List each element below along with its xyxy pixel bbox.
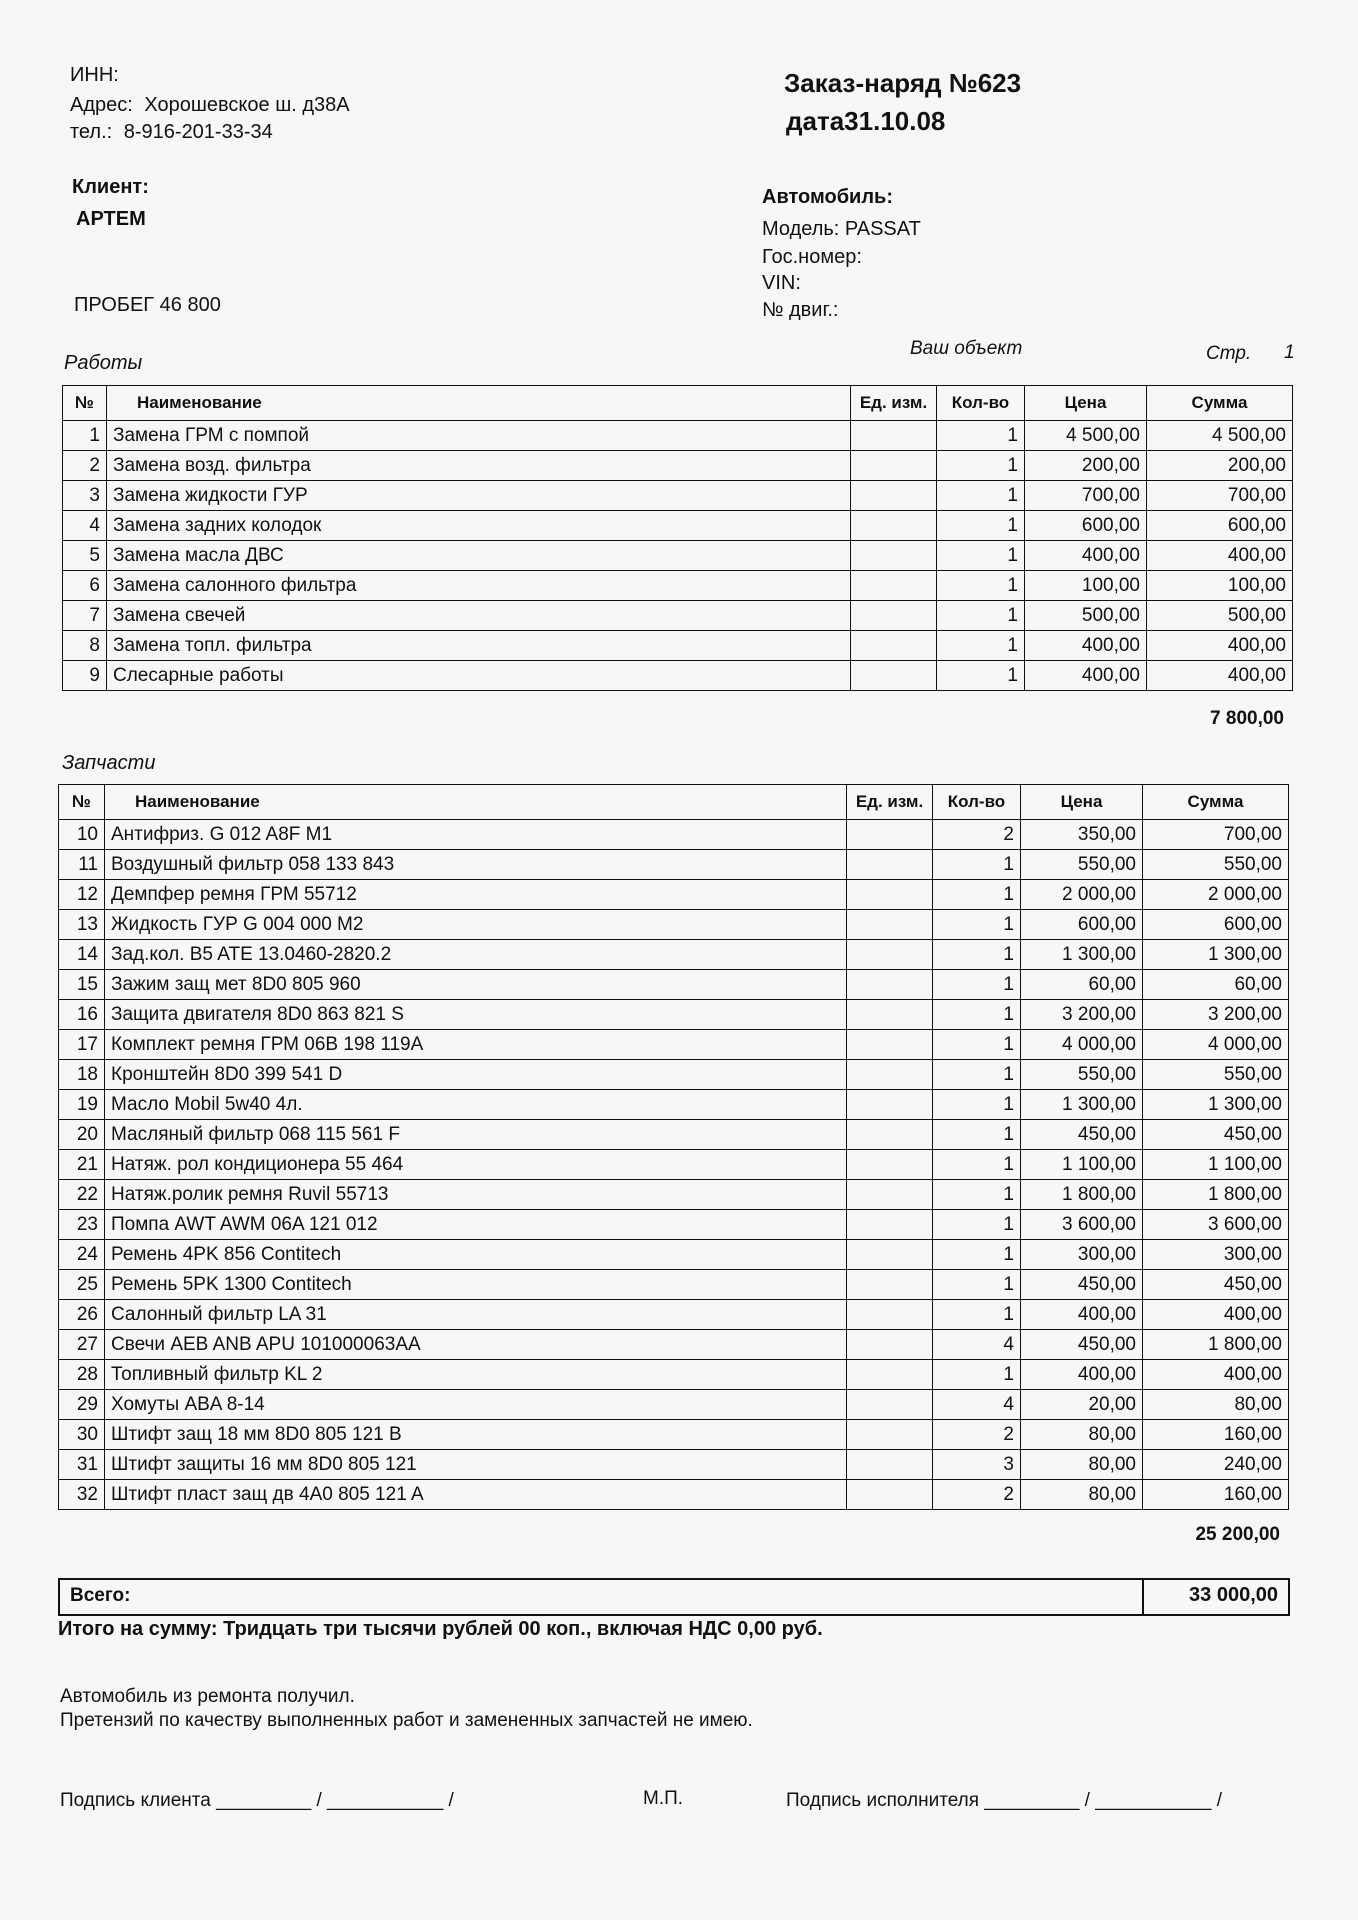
- row-name: Зажим защ мет 8D0 805 960: [105, 970, 847, 1000]
- row-sum: 4 000,00: [1143, 1030, 1289, 1060]
- row-sum: 450,00: [1143, 1120, 1289, 1150]
- row-qty: 1: [937, 631, 1025, 661]
- row-price: 80,00: [1021, 1450, 1143, 1480]
- row-number: 1: [63, 421, 107, 451]
- row-unit: [851, 631, 937, 661]
- row-sum: 700,00: [1143, 820, 1289, 850]
- row-sum: 450,00: [1143, 1270, 1289, 1300]
- row-sum: 400,00: [1147, 661, 1293, 691]
- row-qty: 1: [933, 940, 1021, 970]
- row-price: 450,00: [1021, 1270, 1143, 1300]
- row-unit: [847, 1150, 933, 1180]
- row-number: 15: [59, 970, 105, 1000]
- row-unit: [847, 850, 933, 880]
- row-name: Масло Mobil 5w40 4л.: [105, 1090, 847, 1120]
- table-row: [59, 1420, 1289, 1450]
- row-name: Штифт защиты 16 мм 8D0 805 121: [105, 1450, 847, 1480]
- row-qty: 1: [933, 1060, 1021, 1090]
- row-number: 8: [63, 631, 107, 661]
- row-qty: 1: [937, 481, 1025, 511]
- table-row: [59, 1330, 1289, 1360]
- row-unit: [851, 451, 937, 481]
- works-header-row: [63, 386, 1293, 421]
- row-unit: [851, 661, 937, 691]
- row-price: 700,00: [1025, 481, 1147, 511]
- grand-total-box: [58, 1578, 1290, 1616]
- table-row: [59, 940, 1289, 970]
- row-qty: 1: [937, 451, 1025, 481]
- row-name: Натяж.ролик ремня Ruvil 55713: [105, 1180, 847, 1210]
- row-sum: 160,00: [1143, 1420, 1289, 1450]
- row-unit: [847, 1420, 933, 1450]
- col-name: Наименование: [107, 386, 851, 421]
- row-qty: 3: [933, 1450, 1021, 1480]
- row-number: 25: [59, 1270, 105, 1300]
- row-unit: [847, 970, 933, 1000]
- row-price: 80,00: [1021, 1480, 1143, 1510]
- row-number: 22: [59, 1180, 105, 1210]
- row-number: 16: [59, 1000, 105, 1030]
- row-number: 13: [59, 910, 105, 940]
- row-qty: 1: [937, 601, 1025, 631]
- row-number: 28: [59, 1360, 105, 1390]
- row-price: 1 800,00: [1021, 1180, 1143, 1210]
- table-row: [59, 1360, 1289, 1390]
- row-unit: [847, 1240, 933, 1270]
- grand-total-label: Всего:: [70, 1585, 131, 1606]
- row-unit: [847, 1480, 933, 1510]
- row-sum: 400,00: [1143, 1300, 1289, 1330]
- row-qty: 1: [933, 1210, 1021, 1240]
- grand-total-value: 33 000,00: [1189, 1584, 1278, 1606]
- row-qty: 1: [933, 1240, 1021, 1270]
- row-sum: 550,00: [1143, 1060, 1289, 1090]
- order-title: Заказ-наряд №623: [784, 68, 1022, 98]
- row-sum: 1 800,00: [1143, 1180, 1289, 1210]
- row-name: Ремень 5PK 1300 Contitech: [105, 1270, 847, 1300]
- table-row: [63, 661, 1293, 691]
- row-number: 6: [63, 571, 107, 601]
- row-unit: [847, 820, 933, 850]
- row-unit: [847, 940, 933, 970]
- car-model: Модель: PASSAT: [762, 218, 921, 240]
- table-row: [59, 1000, 1289, 1030]
- page-number: 1: [1284, 342, 1295, 363]
- row-price: 400,00: [1025, 661, 1147, 691]
- row-number: 2: [63, 451, 107, 481]
- row-price: 400,00: [1021, 1360, 1143, 1390]
- row-number: 23: [59, 1210, 105, 1240]
- row-name: Демпфер ремня ГРМ 55712: [105, 880, 847, 910]
- row-name: Замена возд. фильтра: [107, 451, 851, 481]
- row-unit: [847, 1450, 933, 1480]
- row-unit: [851, 601, 937, 631]
- row-name: Штифт пласт защ дв 4A0 805 121 A: [105, 1480, 847, 1510]
- row-qty: 4: [933, 1330, 1021, 1360]
- row-qty: 1: [933, 1300, 1021, 1330]
- row-price: 400,00: [1025, 541, 1147, 571]
- date-label: дата: [786, 106, 845, 136]
- row-number: 5: [63, 541, 107, 571]
- row-price: 450,00: [1021, 1120, 1143, 1150]
- row-sum: 3 600,00: [1143, 1210, 1289, 1240]
- row-number: 20: [59, 1120, 105, 1150]
- table-row: [59, 820, 1289, 850]
- row-qty: 1: [933, 1150, 1021, 1180]
- row-qty: 1: [933, 1030, 1021, 1060]
- row-number: 9: [63, 661, 107, 691]
- table-row: [59, 1390, 1289, 1420]
- row-number: 7: [63, 601, 107, 631]
- row-qty: 1: [937, 421, 1025, 451]
- row-sum: 1 800,00: [1143, 1330, 1289, 1360]
- row-qty: 1: [937, 541, 1025, 571]
- address-line: [70, 94, 350, 117]
- row-sum: 600,00: [1147, 511, 1293, 541]
- row-price: 200,00: [1025, 451, 1147, 481]
- row-price: 300,00: [1021, 1240, 1143, 1270]
- row-unit: [847, 1180, 933, 1210]
- car-received: Автомобиль из ремонта получил.: [60, 1686, 355, 1707]
- row-price: 60,00: [1021, 970, 1143, 1000]
- table-row: [63, 541, 1293, 571]
- row-qty: 2: [933, 820, 1021, 850]
- row-price: 400,00: [1025, 631, 1147, 661]
- table-row: [59, 1450, 1289, 1480]
- row-unit: [851, 511, 937, 541]
- table-row: [59, 1150, 1289, 1180]
- row-sum: 1 300,00: [1143, 1090, 1289, 1120]
- row-unit: [847, 1300, 933, 1330]
- phone-value: 8-916-201-33-34: [123, 121, 273, 143]
- row-price: 450,00: [1021, 1330, 1143, 1360]
- table-row: [59, 1270, 1289, 1300]
- row-sum: 80,00: [1143, 1390, 1289, 1420]
- row-number: 30: [59, 1420, 105, 1450]
- row-qty: 1: [937, 571, 1025, 601]
- table-row: [63, 511, 1293, 541]
- row-number: 21: [59, 1150, 105, 1180]
- table-row: [59, 910, 1289, 940]
- row-name: Жидкость ГУР G 004 000 M2: [105, 910, 847, 940]
- row-name: Замена свечей: [107, 601, 851, 631]
- row-qty: 2: [933, 1480, 1021, 1510]
- row-number: 24: [59, 1240, 105, 1270]
- row-unit: [847, 910, 933, 940]
- inn-label: ИНН:: [70, 64, 119, 86]
- row-number: 12: [59, 880, 105, 910]
- row-name: Топливный фильтр KL 2: [105, 1360, 847, 1390]
- row-unit: [851, 571, 937, 601]
- table-row: [59, 1180, 1289, 1210]
- row-number: 32: [59, 1480, 105, 1510]
- table-row: [59, 1120, 1289, 1150]
- row-name: Штифт защ 18 мм 8D0 805 121 B: [105, 1420, 847, 1450]
- table-row: [63, 631, 1293, 661]
- row-qty: 1: [933, 1180, 1021, 1210]
- row-price: 4 500,00: [1025, 421, 1147, 451]
- table-row: [59, 850, 1289, 880]
- row-unit: [847, 1030, 933, 1060]
- row-name: Свечи AEB ANB APU 101000063AA: [105, 1330, 847, 1360]
- row-unit: [847, 1330, 933, 1360]
- table-row: [59, 1030, 1289, 1060]
- row-name: Комплект ремня ГРМ 06B 198 119A: [105, 1030, 847, 1060]
- row-sum: 550,00: [1143, 850, 1289, 880]
- car-plate: Гос.номер:: [762, 246, 862, 268]
- row-qty: 1: [933, 1360, 1021, 1390]
- row-sum: 400,00: [1143, 1360, 1289, 1390]
- total-in-words: Итого на сумму: Тридцать три тысячи рублей 00 коп., включая НДС 0,00 руб.: [58, 1618, 823, 1640]
- col-sum: Сумма: [1147, 386, 1293, 421]
- col-unit: Ед. изм.: [847, 785, 933, 820]
- row-price: 550,00: [1021, 850, 1143, 880]
- row-unit: [851, 421, 937, 451]
- row-unit: [847, 1210, 933, 1240]
- parts-table: [58, 784, 1289, 1510]
- row-number: 11: [59, 850, 105, 880]
- row-sum: 2 000,00: [1143, 880, 1289, 910]
- row-qty: 1: [933, 910, 1021, 940]
- table-row: [59, 1090, 1289, 1120]
- table-row: [59, 970, 1289, 1000]
- row-number: 18: [59, 1060, 105, 1090]
- client-name: АРТЕМ: [76, 208, 146, 230]
- row-name: Салонный фильтр LA 31: [105, 1300, 847, 1330]
- no-claims: Претензий по качеству выполненных работ и замененных запчастей не имею.: [60, 1710, 753, 1731]
- row-qty: 1: [933, 1000, 1021, 1030]
- order-date: [786, 106, 945, 137]
- row-name: Натяж. рол кондиционера 55 464: [105, 1150, 847, 1180]
- row-sum: 500,00: [1147, 601, 1293, 631]
- row-qty: 1: [933, 850, 1021, 880]
- table-row: [59, 1240, 1289, 1270]
- phone-line: [70, 121, 273, 144]
- table-row: [63, 451, 1293, 481]
- table-row: [63, 571, 1293, 601]
- row-qty: 1: [937, 661, 1025, 691]
- row-sum: 400,00: [1147, 541, 1293, 571]
- date-value: 31.10.08: [844, 106, 946, 136]
- table-row: [59, 1060, 1289, 1090]
- works-table: [62, 385, 1293, 691]
- your-object: Ваш объект: [910, 338, 1023, 359]
- works-rows: [63, 421, 1293, 691]
- executor-signature: Подпись исполнителя _________ / ___________ /: [786, 1790, 1223, 1811]
- table-row: [59, 1480, 1289, 1510]
- row-price: 350,00: [1021, 820, 1143, 850]
- row-unit: [847, 1090, 933, 1120]
- row-sum: 60,00: [1143, 970, 1289, 1000]
- row-price: 4 000,00: [1021, 1030, 1143, 1060]
- row-name: Воздушный фильтр 058 133 843: [105, 850, 847, 880]
- row-number: 26: [59, 1300, 105, 1330]
- row-name: Защита двигателя 8D0 863 821 S: [105, 1000, 847, 1030]
- row-sum: 700,00: [1147, 481, 1293, 511]
- parts-section-title: Запчасти: [62, 752, 156, 774]
- row-name: Антифриз. G 012 A8F M1: [105, 820, 847, 850]
- row-sum: 400,00: [1147, 631, 1293, 661]
- table-row: [59, 880, 1289, 910]
- row-name: Замена жидкости ГУР: [107, 481, 851, 511]
- row-number: 19: [59, 1090, 105, 1120]
- row-name: Замена салонного фильтра: [107, 571, 851, 601]
- row-name: Кронштейн 8D0 399 541 D: [105, 1060, 847, 1090]
- row-number: 14: [59, 940, 105, 970]
- row-sum: 200,00: [1147, 451, 1293, 481]
- col-qty: Кол-во: [937, 386, 1025, 421]
- row-unit: [851, 541, 937, 571]
- row-unit: [847, 1390, 933, 1420]
- row-price: 400,00: [1021, 1300, 1143, 1330]
- row-number: 3: [63, 481, 107, 511]
- row-name: Замена ГРМ с помпой: [107, 421, 851, 451]
- table-row: [63, 601, 1293, 631]
- row-price: 550,00: [1021, 1060, 1143, 1090]
- row-sum: 160,00: [1143, 1480, 1289, 1510]
- page-label: Стр.: [1206, 343, 1252, 364]
- works-section-title: Работы: [64, 352, 143, 374]
- row-sum: 1 300,00: [1143, 940, 1289, 970]
- row-number: 29: [59, 1390, 105, 1420]
- col-name: Наименование: [105, 785, 847, 820]
- parts-rows: [59, 820, 1289, 1510]
- row-unit: [847, 1000, 933, 1030]
- parts-header-row: [59, 785, 1289, 820]
- row-price: 100,00: [1025, 571, 1147, 601]
- row-name: Масляный фильтр 068 115 561 F: [105, 1120, 847, 1150]
- row-price: 80,00: [1021, 1420, 1143, 1450]
- row-name: Замена топл. фильтра: [107, 631, 851, 661]
- col-price: Цена: [1025, 386, 1147, 421]
- row-qty: 2: [933, 1420, 1021, 1450]
- table-row: [63, 481, 1293, 511]
- address-value: Хорошевское ш. д38А: [144, 94, 350, 116]
- address-label: Адрес:: [70, 94, 133, 116]
- col-sum: Сумма: [1143, 785, 1289, 820]
- col-qty: Кол-во: [933, 785, 1021, 820]
- car-engine: № двиг.:: [762, 299, 839, 321]
- row-sum: 3 200,00: [1143, 1000, 1289, 1030]
- row-sum: 600,00: [1143, 910, 1289, 940]
- row-sum: 4 500,00: [1147, 421, 1293, 451]
- row-price: 500,00: [1025, 601, 1147, 631]
- row-sum: 100,00: [1147, 571, 1293, 601]
- row-unit: [847, 1120, 933, 1150]
- row-unit: [847, 880, 933, 910]
- row-name: Слесарные работы: [107, 661, 851, 691]
- row-qty: 1: [933, 880, 1021, 910]
- row-unit: [847, 1360, 933, 1390]
- row-number: 4: [63, 511, 107, 541]
- row-name: Зад.кол. B5 ATE 13.0460-2820.2: [105, 940, 847, 970]
- row-qty: 1: [933, 970, 1021, 1000]
- row-number: 10: [59, 820, 105, 850]
- col-number: №: [59, 785, 105, 820]
- row-name: Помпа AWT AWM 06A 121 012: [105, 1210, 847, 1240]
- row-name: Хомуты ABA 8-14: [105, 1390, 847, 1420]
- row-qty: 4: [933, 1390, 1021, 1420]
- row-name: Ремень 4PK 856 Contitech: [105, 1240, 847, 1270]
- works-total: 7 800,00: [1210, 708, 1284, 729]
- stamp-place: М.П.: [643, 1788, 684, 1809]
- row-unit: [847, 1060, 933, 1090]
- row-price: 1 100,00: [1021, 1150, 1143, 1180]
- col-number: №: [63, 386, 107, 421]
- parts-total: 25 200,00: [1195, 1524, 1280, 1545]
- row-unit: [847, 1270, 933, 1300]
- car-label: Автомобиль:: [762, 186, 894, 208]
- row-sum: 300,00: [1143, 1240, 1289, 1270]
- row-number: 17: [59, 1030, 105, 1060]
- row-name: Замена задних колодок: [107, 511, 851, 541]
- row-qty: 1: [933, 1090, 1021, 1120]
- row-qty: 1: [933, 1120, 1021, 1150]
- row-price: 3 200,00: [1021, 1000, 1143, 1030]
- row-number: 31: [59, 1450, 105, 1480]
- client-signature: Подпись клиента _________ / ___________ /: [60, 1790, 454, 1811]
- row-price: 1 300,00: [1021, 1090, 1143, 1120]
- phone-label: тел.:: [70, 121, 113, 143]
- grand-total-divider: [1142, 1580, 1144, 1614]
- row-sum: 240,00: [1143, 1450, 1289, 1480]
- car-vin: VIN:: [762, 272, 801, 294]
- client-label: Клиент:: [72, 176, 149, 198]
- row-price: 20,00: [1021, 1390, 1143, 1420]
- row-price: 1 300,00: [1021, 940, 1143, 970]
- row-price: 600,00: [1025, 511, 1147, 541]
- row-qty: 1: [933, 1270, 1021, 1300]
- row-unit: [851, 481, 937, 511]
- row-qty: 1: [937, 511, 1025, 541]
- row-price: 3 600,00: [1021, 1210, 1143, 1240]
- col-price: Цена: [1021, 785, 1143, 820]
- mileage: ПРОБЕГ 46 800: [74, 294, 221, 316]
- col-unit: Ед. изм.: [851, 386, 937, 421]
- row-sum: 1 100,00: [1143, 1150, 1289, 1180]
- row-name: Замена масла ДВС: [107, 541, 851, 571]
- row-number: 27: [59, 1330, 105, 1360]
- row-price: 2 000,00: [1021, 880, 1143, 910]
- table-row: [59, 1300, 1289, 1330]
- table-row: [59, 1210, 1289, 1240]
- row-price: 600,00: [1021, 910, 1143, 940]
- table-row: [63, 421, 1293, 451]
